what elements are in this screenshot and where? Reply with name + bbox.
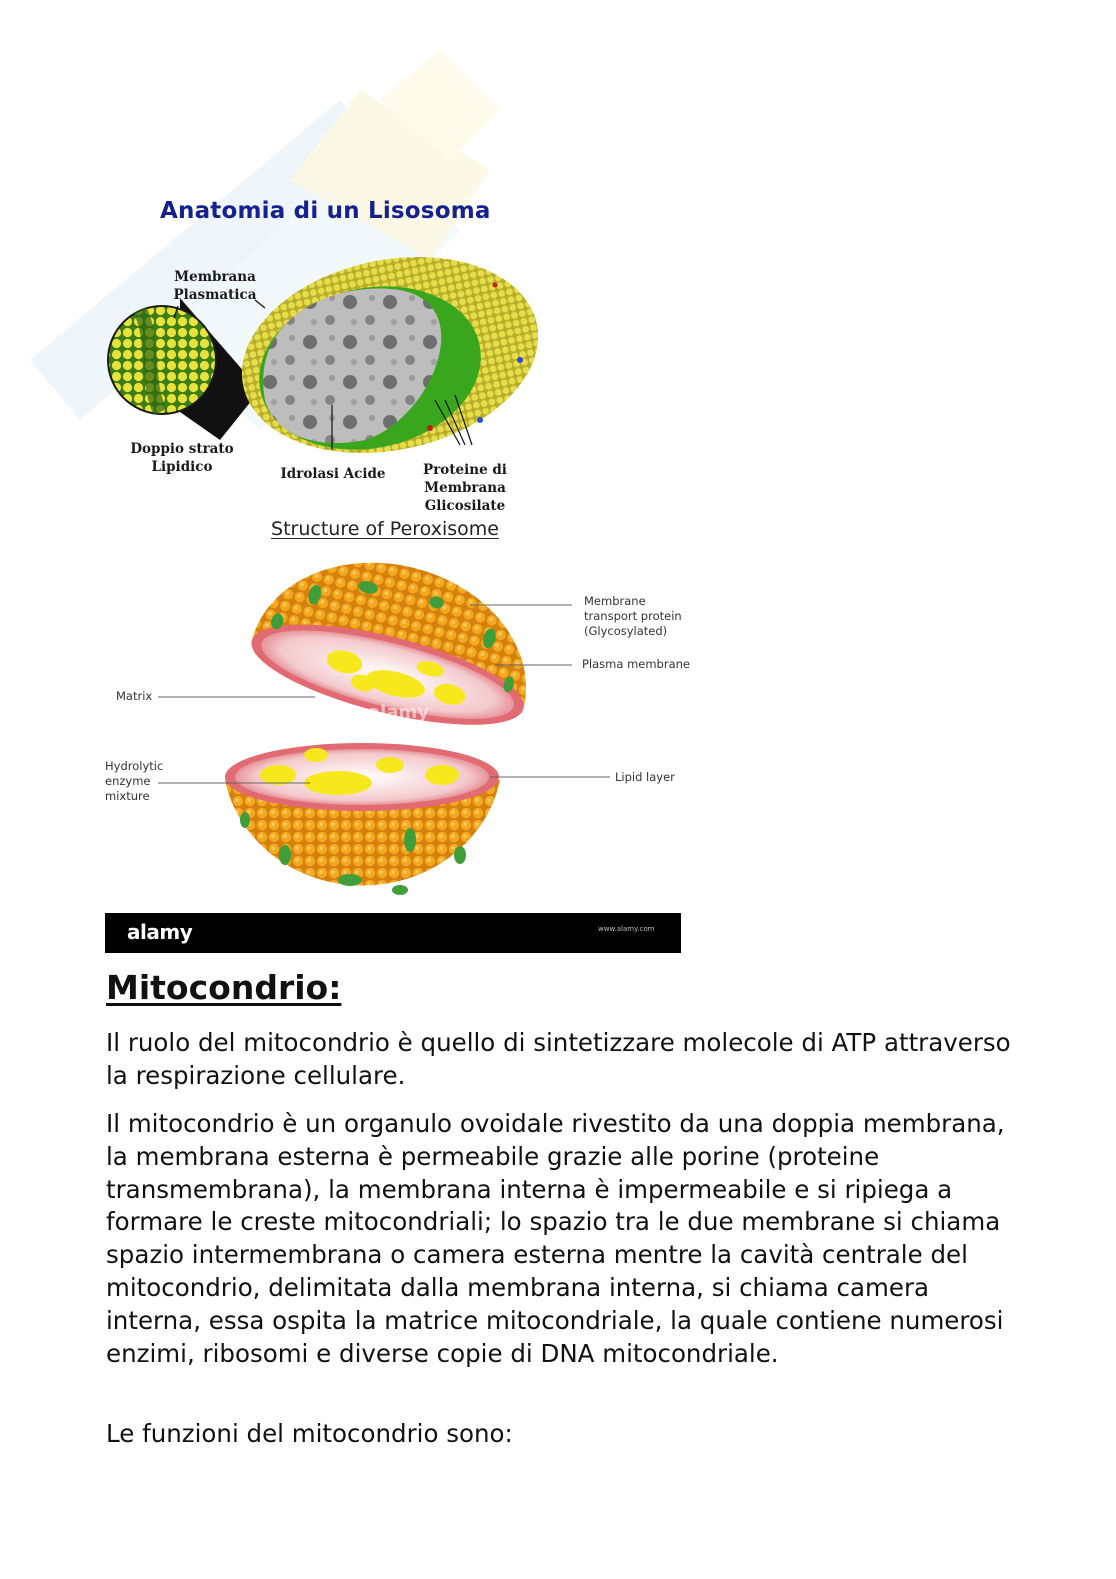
label-plasma-membrane: Plasma membrane bbox=[582, 657, 690, 671]
lysosome-title: Anatomia di un Lisosoma bbox=[160, 198, 491, 224]
paragraph-2: Il mitocondrio è un organulo ovoidale rivestito da una doppia membrana, la membrana esterna è permeabile grazie alle porine (proteine transmembrana), la membrana interna è impermeabile e si ripiega a formare le creste mitocondriali; lo spazio tra le due membrane si chiama spazio intermembrana o camera esterna mentre la cavità centrale del mitocondrio, delimitata dalla membrana interna, si chiama camera interna, essa ospita la matrice mitocondriale, la quale contiene numerosi enzimi, ribosomi e diverse copie di DNA mitocondriale. bbox=[106, 1109, 1005, 1368]
peroxisome-title: Structure of Peroxisome bbox=[271, 518, 499, 540]
section-heading: Mitocondrio: bbox=[106, 968, 342, 1007]
paragraph-3: Le funzioni del mitocondrio sono: bbox=[106, 1419, 513, 1448]
paragraph-1: Il ruolo del mitocondrio è quello di sintetizzare molecole di ATP attraverso la respirazione cellulare. bbox=[106, 1028, 1011, 1090]
label-hydrolytic-enzyme: Hydrolytic enzyme mixture bbox=[105, 759, 164, 803]
label-lipid-layer: Lipid layer bbox=[615, 770, 675, 784]
alamy-url: www.alamy.com bbox=[598, 925, 655, 933]
alamy-logo: alamy bbox=[127, 920, 193, 944]
label-membrana-plasmatica: Membrana Plasmatica bbox=[173, 269, 257, 303]
label-matrix: Matrix bbox=[116, 689, 153, 703]
label-proteine-membrana: Proteine di Membrana Glicosilate bbox=[423, 462, 507, 514]
label-doppio-strato: Doppio strato Lipidico bbox=[130, 441, 234, 475]
label-idrolasi-acide: Idrolasi Acide bbox=[280, 466, 386, 482]
label-membrane-transport-protein: Membrane transport protein (Glycosylated) bbox=[584, 594, 682, 638]
alamy-watermark-text: alamy bbox=[368, 702, 429, 723]
